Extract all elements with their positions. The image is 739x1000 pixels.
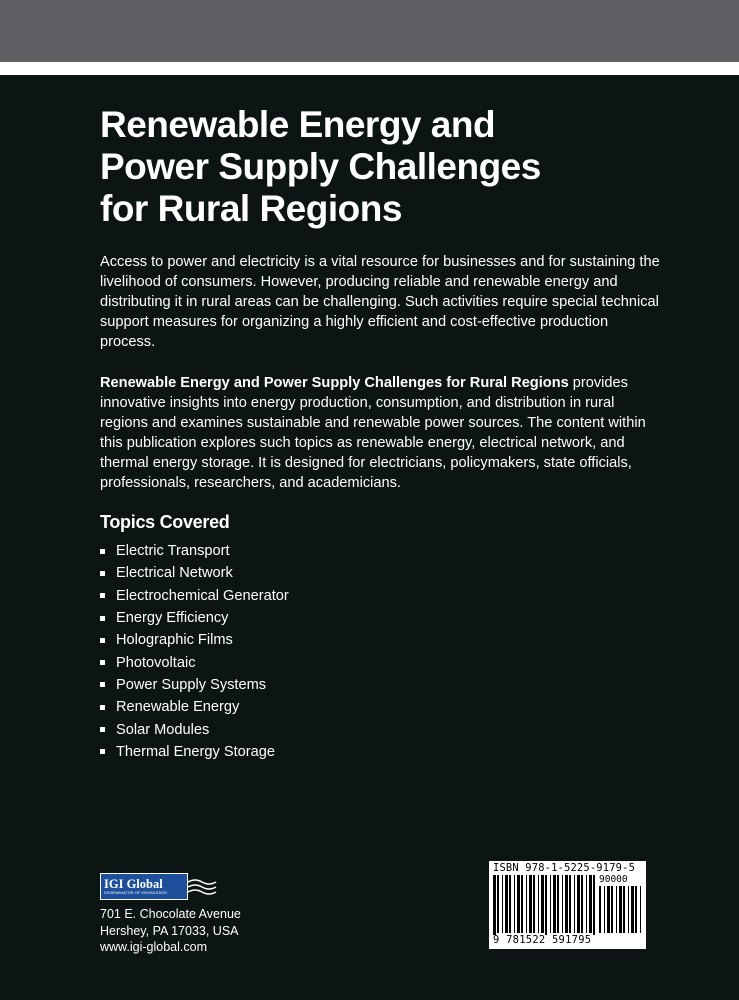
topic-label: Solar Modules — [116, 721, 210, 738]
waves-icon — [188, 873, 218, 900]
barcode-bar — [619, 886, 622, 933]
bullet-icon — [100, 549, 105, 554]
barcode-bar — [577, 875, 580, 933]
list-item — [100, 629, 289, 651]
bullet-icon — [100, 660, 105, 665]
topic-label: Electrochemical Generator — [116, 587, 289, 604]
barcode-bar — [505, 875, 508, 933]
description-text: provides innovative insights into energy production, consumption, and distribution in rural regions and examines sustainable and renewable power sources. The content within this publication explores such topics as renewable energy, electrical network, and thermal energy storage. It is designed for electricians, policymakers, state officials, professionals, researchers, and academicians. — [100, 375, 646, 491]
topic-label: Power Supply Systems — [116, 676, 267, 693]
barcode-bar — [517, 875, 520, 933]
bullet-icon — [100, 749, 105, 754]
list-item — [100, 674, 289, 696]
bullet-icon — [100, 727, 105, 732]
barcode-bar — [538, 875, 539, 933]
bullet-icon — [100, 571, 105, 576]
barcode-bar — [611, 886, 613, 933]
barcode-bar — [599, 886, 601, 933]
barcode-bar — [623, 886, 625, 933]
barcode-bar — [581, 875, 583, 933]
isbn-number: ISBN 978-1-5225-9179-5 — [493, 862, 636, 874]
publisher-website: www.igi-global.com — [100, 940, 207, 954]
topic-label: Holographic Films — [116, 632, 233, 649]
top-gray-band — [0, 0, 739, 62]
barcode-bar — [553, 875, 556, 933]
list-item — [100, 651, 289, 673]
list-item — [100, 607, 289, 629]
list-item — [100, 562, 289, 584]
barcode-addon-bars — [599, 886, 643, 935]
list-item — [100, 540, 289, 562]
topic-label: Electrical Network — [116, 565, 233, 582]
book-title — [100, 104, 660, 230]
description-paragraph-1: Access to power and electricity is a vital resource for businesses and for sustaining the livelihood of consumers. However, producing reliable and renewable energy and distributing it in rural areas can be challenging. Such activities require special technical support measures for organizing a highly efficient and cost-effective production process. — [100, 254, 660, 350]
isbn-barcode — [489, 861, 646, 949]
barcode-bar — [526, 875, 527, 933]
barcode-bar — [586, 875, 587, 933]
barcode-bar — [502, 875, 503, 933]
list-item — [100, 741, 289, 763]
barcode-bar — [616, 886, 617, 933]
barcode-bar — [562, 875, 563, 933]
barcode-bar — [640, 886, 641, 933]
barcode-bar — [557, 875, 559, 933]
ean-digits: 9 781522 591795 — [493, 934, 592, 946]
barcode-bar — [569, 875, 571, 933]
barcode-bar — [589, 875, 592, 933]
barcode-bar — [541, 875, 544, 933]
bullet-icon — [100, 705, 105, 710]
barcode-bar — [604, 886, 605, 933]
bullet-icon — [100, 682, 105, 687]
barcode-bar — [593, 875, 595, 935]
barcode-bar — [521, 875, 523, 933]
topic-label: Energy Efficiency — [116, 610, 229, 627]
barcode-bar — [497, 875, 499, 933]
topics-list — [100, 540, 289, 763]
barcode-bar — [529, 875, 532, 933]
barcode-main-bars — [493, 875, 597, 935]
barcode-bar — [533, 875, 535, 933]
barcode-bar — [545, 875, 547, 935]
title-line: for Rural Regions — [100, 188, 402, 229]
logo-box — [100, 873, 188, 900]
list-item — [100, 696, 289, 718]
topic-label: Electric Transport — [116, 543, 230, 560]
white-divider — [0, 62, 739, 75]
barcode-bar — [631, 886, 634, 933]
barcode-bar — [493, 875, 496, 935]
barcode-bar — [550, 875, 551, 933]
description-paragraph-2 — [100, 373, 660, 493]
publisher-logo — [100, 873, 218, 900]
barcode-bar — [628, 886, 629, 933]
address-street: 701 E. Chocolate Avenue — [100, 907, 241, 921]
publisher-address — [100, 906, 241, 956]
address-city: Hershey, PA 17033, USA — [100, 923, 239, 938]
barcode-bar — [509, 875, 511, 933]
list-item — [100, 718, 289, 740]
price-code: 90000 — [599, 874, 628, 885]
bullet-icon — [100, 638, 105, 643]
title-line: Renewable Energy and — [100, 104, 496, 145]
bullet-icon — [100, 593, 105, 598]
topic-label: Photovoltaic — [116, 654, 196, 671]
topic-label: Thermal Energy Storage — [116, 743, 275, 760]
barcode-bar — [565, 875, 568, 933]
barcode-bar — [574, 875, 575, 933]
bullet-icon — [100, 616, 105, 621]
barcode-bar — [607, 886, 610, 933]
topic-label: Renewable Energy — [116, 699, 240, 716]
logo-name: IGI Global — [104, 876, 163, 891]
topics-heading: Topics Covered — [100, 512, 230, 532]
list-item — [100, 585, 289, 607]
book-title-inline: Renewable Energy and Power Supply Challenges for Rural Regions — [100, 375, 569, 391]
barcode-bar — [635, 886, 637, 933]
title-line: Power Supply Challenges — [100, 146, 541, 187]
logo-tagline: DISSEMINATOR OF KNOWLEDGE — [104, 890, 168, 895]
barcode-bar — [514, 875, 515, 933]
